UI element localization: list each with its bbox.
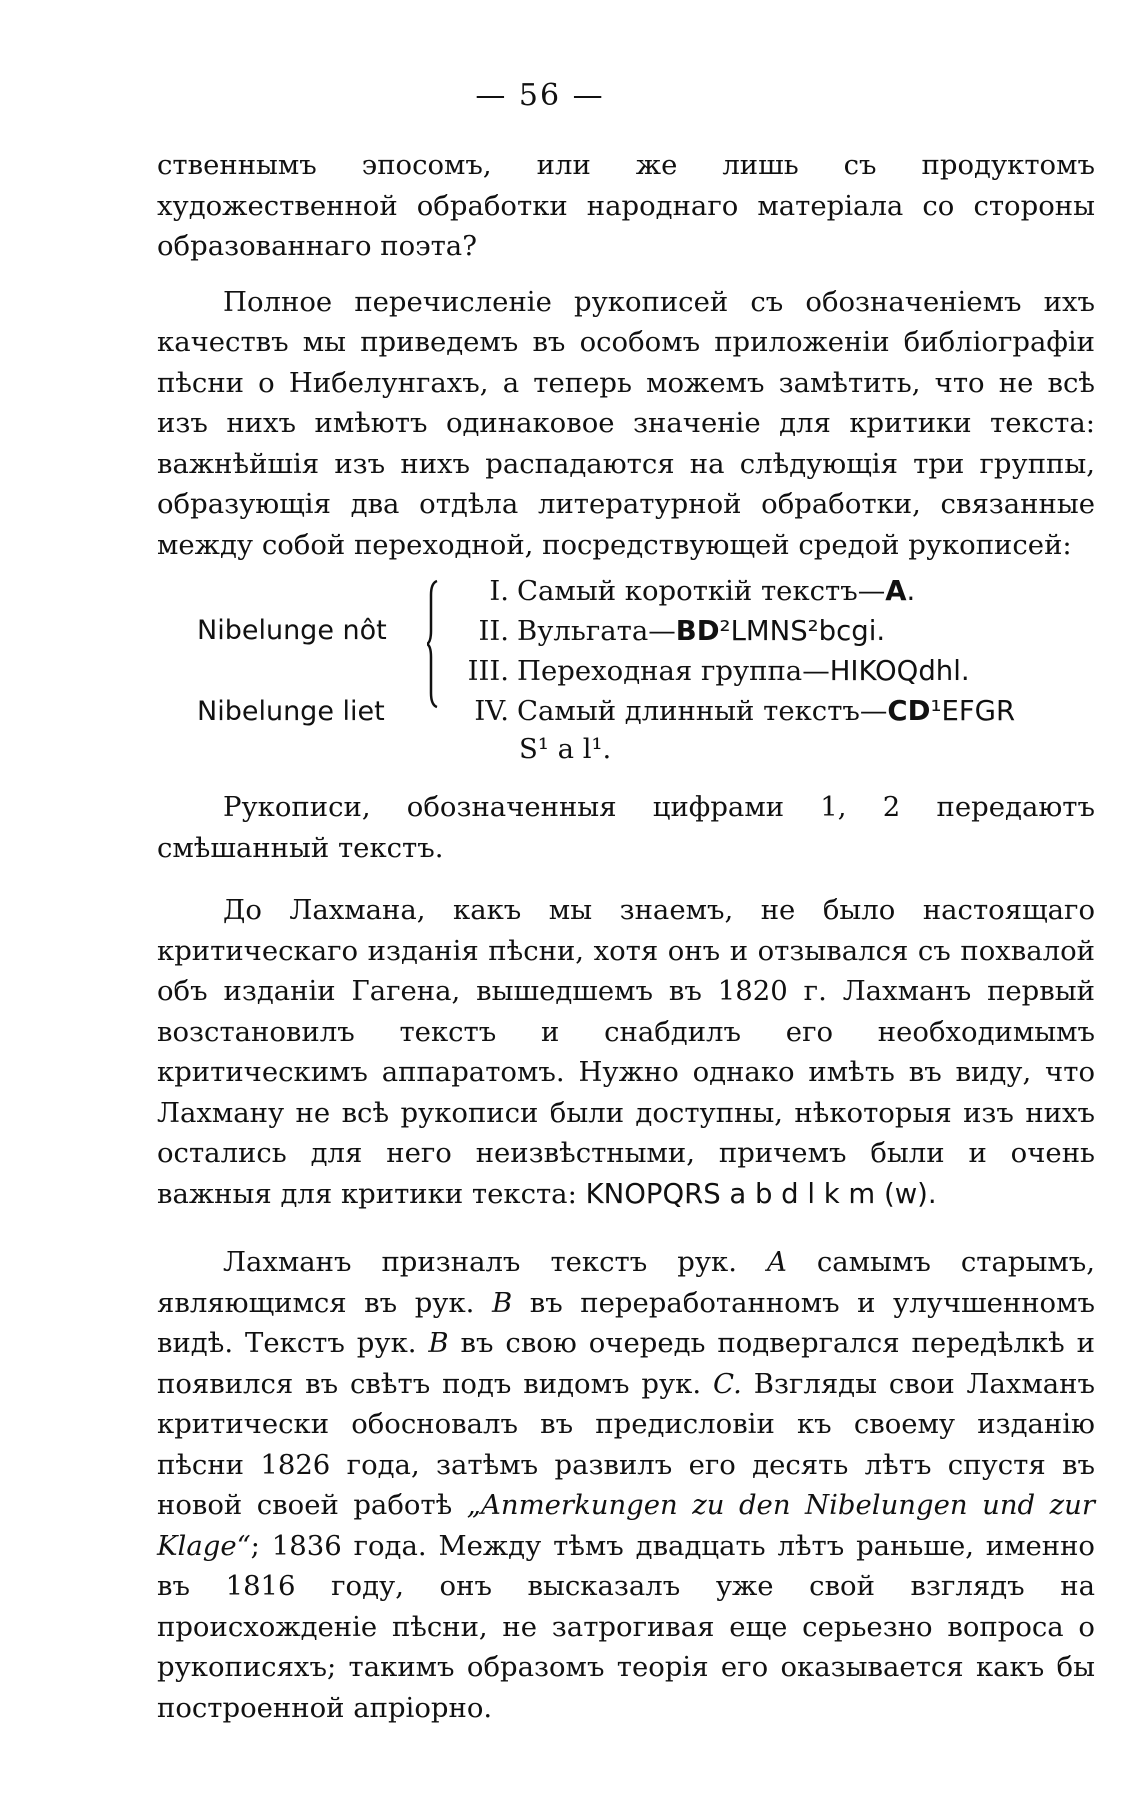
group-code-bold: BD [675, 615, 720, 647]
paragraph-4 [157, 890, 1095, 1214]
group-code-bold: CD [887, 695, 931, 727]
paragraph-5-text-e: Взгляды свои Лахманъ критически обосновалъ въ предисловіи къ своему изданію пѣсни 1826 года, затѣмъ развилъ его десять лѣтъ спустя въ новой своей работѣ [157, 1367, 1096, 1521]
manuscript-ref-a: A [766, 1246, 787, 1278]
manuscript-groups [157, 567, 1095, 765]
label-nibelunge-liet: Nibelunge liet [197, 696, 385, 727]
group-text: Вульгата— [517, 615, 676, 647]
group-text: Самый короткій текстъ— [517, 575, 886, 607]
group-number: IV. [474, 695, 509, 727]
paragraph-1: ственнымъ эпосомъ, или же лишь съ продуктомъ художественной обработки народнаго матеріала со стороны образованнаго поэта? [157, 149, 1095, 262]
group-row-4 [447, 691, 1015, 732]
work-title: „Anmerkungen zu den Nibelungen und zur Klage“ [157, 1489, 1095, 1562]
group-text: Переходная группа— [517, 655, 830, 687]
page-number: — 56 — [475, 78, 605, 113]
manuscript-ref-c: C. [713, 1367, 742, 1400]
group-row-4-continuation: S¹ a l¹. [519, 733, 612, 765]
paragraph-3: Рукописи, обозначенныя цифрами 1, 2 передаютъ смѣшанный текстъ. [157, 791, 1095, 864]
paragraph-5-text-c: въ переработанномъ и улучшенномъ видѣ. Текстъ рук. [157, 1286, 1095, 1359]
manuscript-ref-b2: B [428, 1327, 449, 1359]
group-text: Самый длинный текстъ— [517, 695, 888, 727]
paragraph-5 [157, 1242, 1095, 1728]
group-row-2 [447, 611, 885, 652]
paragraph-5-text-d: въ свою очередь подвергался передѣлкѣ и появился въ свѣтъ подъ видомъ рук. [157, 1327, 1095, 1400]
group-row-3 [447, 651, 970, 692]
paragraph-5-text-a: Лахманъ призналъ текстъ рук. [223, 1246, 737, 1278]
paragraph-5-text-b: самымъ старымъ, являющимся въ рук. [157, 1246, 1095, 1319]
paragraph-2: Полное перечисленіе рукописей съ обозначеніемъ ихъ качествъ мы приведемъ въ особомъ приложеніи библіографіи пѣсни о Нибелунгахъ, а теперь можемъ замѣтить, что не всѣ изъ нихъ имѣютъ одинаковое значеніе для критики текста: важнѣйшія изъ нихъ распадаются на слѣдующія три группы, образующія два отдѣла литературной обработки, связанные между собой переходной, посредствующей средой рукописей: [157, 285, 1095, 561]
group-code: ¹EFGR [930, 695, 1016, 727]
group-number: II. [478, 615, 509, 647]
paragraph-5-text-f: ; 1836 года. Между тѣмъ двадцать лѣтъ раньше, именно въ 1816 году, онъ высказалъ уже свой взглядъ на происхожденіе пѣсни, не затрогивая еще серьезно вопроса о рукописяхъ; такимъ образомъ теорія его оказывается какъ бы построенной апріорно. [157, 1529, 1095, 1724]
manuscript-codes: KNOPQRS a b d l k m (w). [585, 1177, 937, 1210]
group-code: ²LMNS²bcgi. [719, 615, 886, 647]
group-code-bold: A [885, 575, 907, 607]
group-code: . [906, 575, 916, 607]
paragraph-4-text: До Лахмана, какъ мы знаемъ, не было настоящаго критическаго изданія пѣсни, хотя онъ и отзывался съ похвалой объ изданіи Гагена, вышедшемъ въ 1820 г. Лахманъ первый возстановилъ текстъ и снабдилъ его необходимымъ критическимъ аппаратомъ. Нужно однако имѣть въ виду, что Лахману не всѣ рукописи были доступны, нѣкоторыя изъ нихъ остались для него неизвѣстными, причемъ были и очень важныя для критики текста: [157, 894, 1095, 1210]
curly-bracket-icon [427, 579, 441, 709]
group-code: HIKOQdhl. [829, 655, 970, 687]
page-body [157, 145, 1095, 1728]
group-number: III. [467, 655, 509, 687]
group-row-1 [447, 571, 915, 612]
label-nibelunge-not: Nibelunge nôt [197, 615, 387, 646]
manuscript-ref-b: B [491, 1286, 513, 1319]
group-number: I. [489, 575, 509, 607]
